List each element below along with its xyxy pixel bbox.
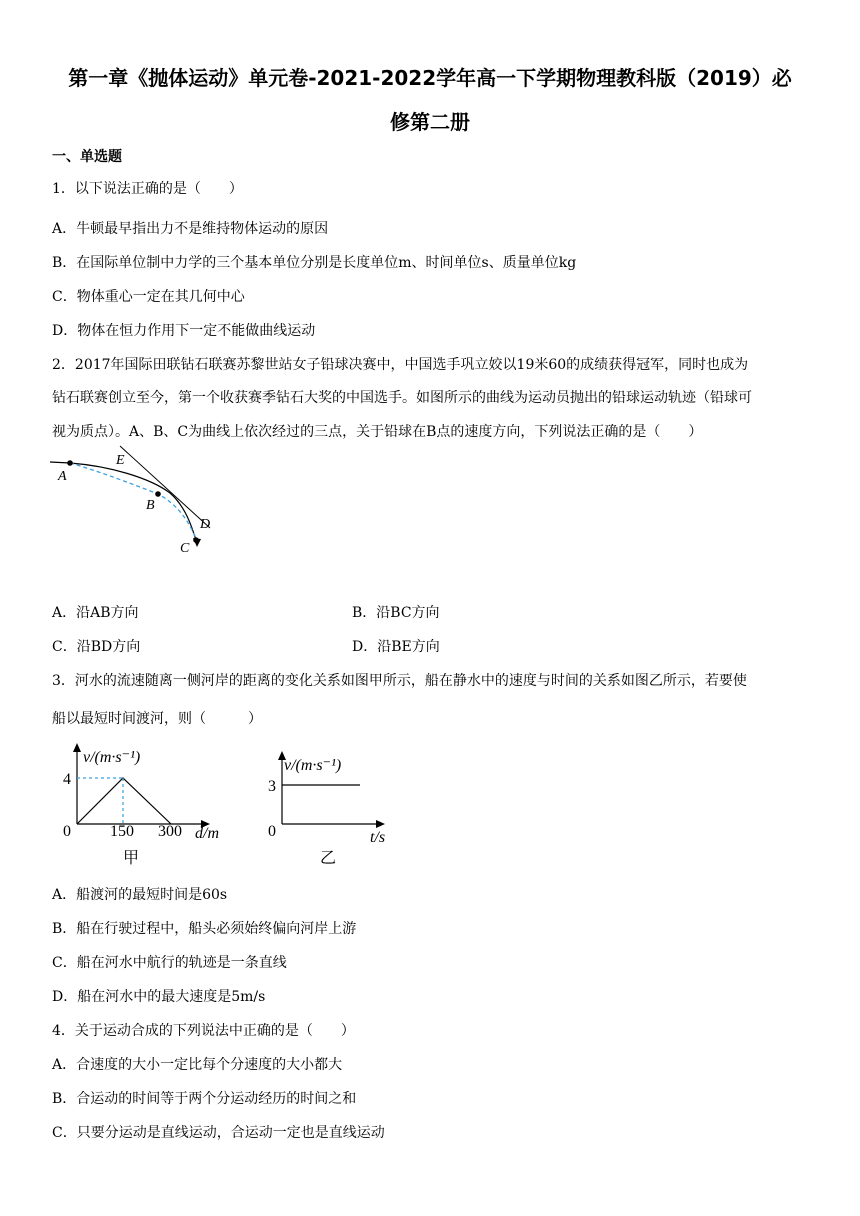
label-d: D [200,517,211,532]
yi-y-tick-3: 3 [268,778,276,795]
trajectory-curve [50,462,197,544]
yi-y-label: v/(m·s⁻¹) [284,757,342,774]
q1-option-c: C．物体重心一定在其几何中心 [52,289,245,305]
q1-option-d: D．物体在恒力作用下一定不能做曲线运动 [52,323,316,339]
jia-x-label: d/m [195,825,219,842]
point-a [67,460,73,466]
q3-option-d: D．船在河水中的最大速度是5m/s [52,989,266,1005]
document-title-line-1: 第一章《抛体运动》单元卷-2021-2022学年高一下学期物理教科版（2019）必 [68,66,792,90]
q2-option-c: C．沿BD方向 [52,639,141,655]
section-heading: 一、单选题 [52,149,122,165]
label-e: E [116,453,125,468]
yi-x-label: t/s [370,829,386,846]
q2-option-d: D．沿BE方向 [352,639,440,655]
graph-yi [260,740,400,870]
q4-option-c: C．只要分运动是直线运动，合运动一定也是直线运动 [52,1125,385,1141]
jia-origin: 0 [63,823,71,840]
q3-option-b: B．船在行驶过程中，船头必须始终偏向河岸上游 [52,921,357,937]
label-c: C [180,541,190,556]
yi-x-arrow [376,820,385,828]
yi-caption: 乙 [320,850,337,867]
q4-stem: 4．关于运动合成的下列说法中正确的是（ ） [52,1023,355,1039]
yi-origin: 0 [268,823,276,840]
document-title-line-2: 修第二册 [390,110,470,134]
q4-option-b: B．合运动的时间等于两个分运动经历的时间之和 [52,1091,357,1107]
q3-option-c: C．船在河水中航行的轨迹是一条直线 [52,955,287,971]
point-c [193,537,199,543]
label-b: B [146,498,155,513]
q3-option-a: A．船渡河的最短时间是60s [52,887,228,903]
jia-caption: 甲 [123,850,140,867]
trajectory-figure [50,448,230,558]
jia-y-label: v/(m·s⁻¹) [83,749,141,766]
label-a: A [58,469,67,484]
graph-jia [55,740,235,870]
jia-velocity-line [77,778,171,824]
jia-y-arrow [73,743,81,752]
jia-x-tick-300: 300 [158,823,182,840]
q3-stem-line-1: 3．河水的流速随离一侧河岸的距离的变化关系如图甲所示，船在静水中的速度与时间的关系如图乙所示，若要使 [52,673,747,689]
q2-stem-line-3: 视为质点）。A、B、C为曲线上依次经过的三点，关于铅球在B点的速度方向，下列说法正确的是（ ） [52,424,703,440]
q2-option-a: A．沿AB方向 [52,605,139,621]
jia-y-tick-4: 4 [63,771,71,788]
q1-option-b: B．在国际单位制中力学的三个基本单位分别是长度单位m、时间单位s、质量单位kg [52,255,577,271]
q3-stem-line-2: 船以最短时间渡河，则（ ） [52,711,262,727]
q2-stem-line-1: 2．2017年国际田联钻石联赛苏黎世站女子铅球决赛中，中国选手巩立姣以19米60的成绩获得冠军，同时也成为 [52,357,749,373]
q2-option-b: B．沿BC方向 [352,605,440,621]
q1-option-a: A．牛顿最早指出力不是维持物体运动的原因 [52,221,329,237]
point-b [155,491,161,497]
jia-x-tick-150: 150 [110,823,134,840]
tangent-line [120,446,210,528]
q2-stem-line-2: 钻石联赛创立至今，第一个收获赛季钻石大奖的中国选手。如图所示的曲线为运动员抛出的铅球运动轨迹（铅球可 [52,390,752,406]
q1-stem: 1．以下说法正确的是（ ） [52,181,243,197]
q4-option-a: A．合速度的大小一定比每个分速度的大小都大 [52,1057,343,1073]
